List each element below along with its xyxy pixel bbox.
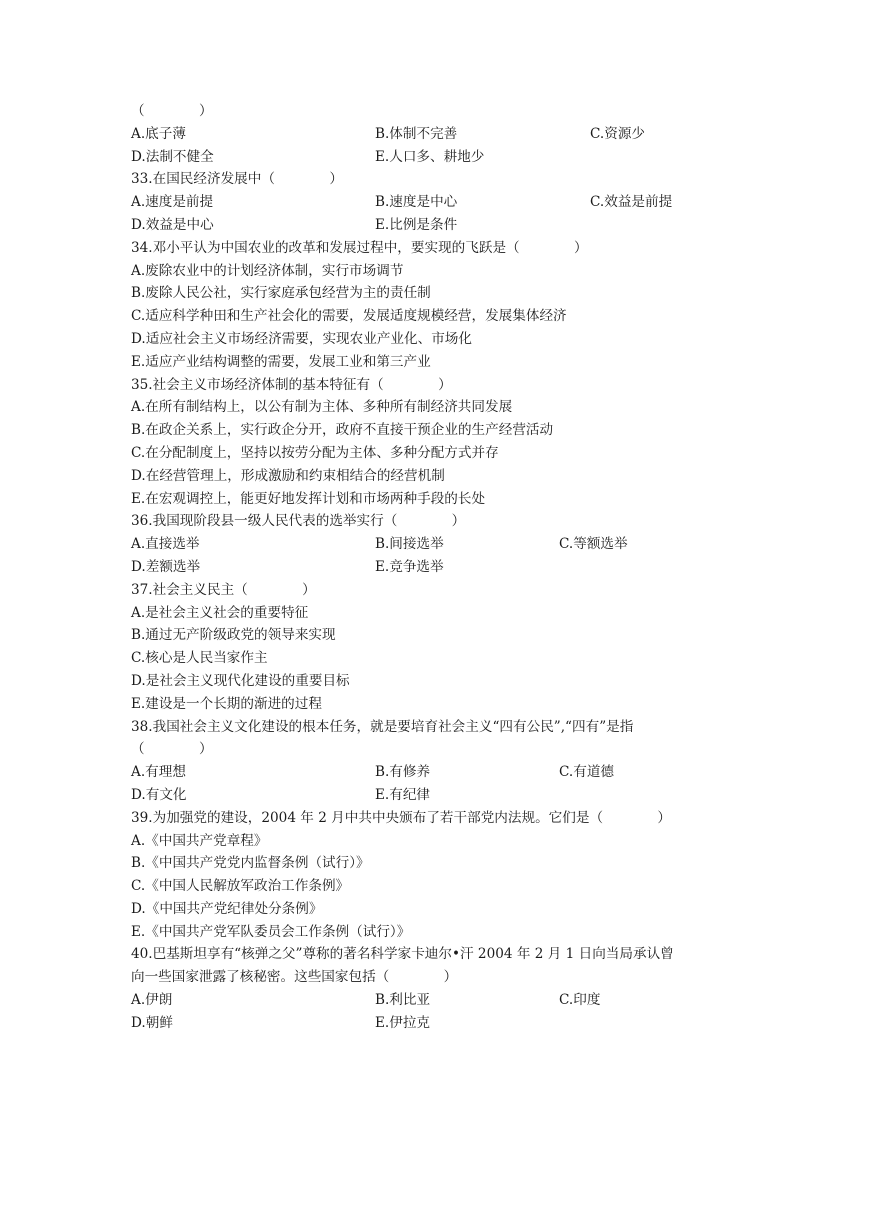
q33-stem: 33.在国民经济发展中（ ）: [131, 171, 343, 188]
q32-stem-tail: （ ）: [131, 103, 213, 119]
q35-option-b: B.在政企关系上，实行政企分开，政府不直接干预企业的生产经营活动: [131, 422, 554, 439]
q36-option-c: C.等额选举: [559, 536, 628, 553]
q32-options-row-1: [131, 123, 751, 146]
q38-options-row-2: [131, 784, 751, 807]
q33-option-c: C.效益是前提: [590, 194, 673, 211]
exam-page: [131, 100, 751, 1035]
q40-stem: 40.巴基斯坦享有“核弹之父”尊称的著名科学家卡迪尔•汗 2004 年 2 月 1 日向当局承认曾: [131, 946, 674, 963]
q36-option-b: B.间接选举: [375, 536, 444, 553]
q32-options-row-2: [131, 146, 751, 169]
q38-option-e: E.有纪律: [375, 786, 431, 803]
q35-option-c: C.在分配制度上，坚持以按劳分配为主体、多种分配方式并存: [131, 444, 499, 461]
q37-stem: 37.社会主义民主（ ）: [131, 581, 316, 598]
q36-options-row-1: [131, 533, 751, 556]
q36-stem: 36.我国现阶段县一级人民代表的选举实行（ ）: [131, 513, 466, 530]
q40-option-b: B.利比亚: [375, 992, 431, 1009]
q32-option-d: D.法制不健全: [131, 148, 214, 165]
q39-option-d: D.《中国共产党纪律处分条例》: [131, 900, 323, 917]
q35-option-e: E.在宏观调控上，能更好地发挥计划和市场两种手段的长处: [131, 490, 486, 507]
q38-stem: 38.我国社会主义文化建设的根本任务，就是要培育社会主义“四有公民”,“四有”是指: [131, 718, 634, 735]
q33-options-row-2: [131, 214, 751, 237]
q34-stem: 34.邓小平认为中国农业的改革和发展过程中，要实现的飞跃是（ ）: [131, 239, 588, 256]
q35-option-d: D.在经营管理上，形成激励和约束相结合的经营机制: [131, 467, 445, 484]
q34-option-d: D.适应社会主义市场经济需要，实现农业产业化、市场化: [131, 330, 472, 347]
q40-option-a: A.伊朗: [131, 992, 173, 1009]
q40-stem-line-2: 向一些国家泄露了核秘密。这些国家包括（ ）: [131, 969, 458, 986]
q39-option-b: B.《中国共产党党内监督条例（试行）》: [131, 855, 370, 872]
q34-option-c: C.适应科学种田和生产社会化的需要，发展适度规模经营，发展集体经济: [131, 308, 567, 325]
q40-options-row-1: [131, 989, 751, 1012]
q36-options-row-2: [131, 556, 751, 579]
q37-option-c: C.核心是人民当家作主: [131, 650, 268, 667]
q38-option-a: A.有理想: [131, 764, 186, 781]
q40-option-e: E.伊拉克: [375, 1014, 431, 1031]
q36-option-d: D.差额选举: [131, 558, 201, 575]
q40-option-d: D.朝鲜: [131, 1014, 173, 1031]
q36-option-a: A.直接选举: [131, 536, 200, 553]
q38-option-d: D.有文化: [131, 786, 187, 803]
q40-options-row-2: [131, 1012, 751, 1035]
q38-options-row-1: [131, 761, 751, 784]
q33-options-row-1: [131, 191, 751, 214]
q35-option-a: A.在所有制结构上，以公有制为主体、多种所有制经济共同发展: [131, 399, 513, 416]
q33-option-e: E.比例是条件: [375, 216, 458, 233]
q34-option-a: A.废除农业中的计划经济体制，实行市场调节: [131, 262, 404, 279]
q39-option-c: C.《中国人民解放军政治工作条例》: [131, 878, 350, 895]
q37-option-e: E.建设是一个长期的渐进的过程: [131, 695, 322, 712]
q33-option-b: B.速度是中心: [375, 194, 458, 211]
q32-option-e: E.人口多、耕地少: [375, 148, 485, 165]
q33-option-d: D.效益是中心: [131, 216, 214, 233]
q37-option-d: D.是社会主义现代化建设的重要目标: [131, 672, 350, 689]
q36-option-e: E.竞争选举: [375, 558, 444, 575]
q37-option-b: B.通过无产阶级政党的领导来实现: [131, 627, 336, 644]
q33-option-a: A.速度是前提: [131, 194, 214, 211]
q34-option-b: B.废除人民公社，实行家庭承包经营为主的责任制: [131, 285, 431, 302]
q38-option-c: C.有道德: [559, 764, 615, 781]
q32-option-b: B.体制不完善: [375, 125, 458, 142]
q35-stem: 35.社会主义市场经济体制的基本特征有（ ）: [131, 376, 452, 393]
q39-stem: 39.为加强党的建设，2004 年 2 月中共中央颁布了若干部党内法规。它们是（ ）: [131, 809, 672, 826]
q39-option-a: A.《中国共产党章程》: [131, 832, 268, 849]
q38-stem-tail: （ ）: [131, 741, 213, 758]
q38-option-b: B.有修养: [375, 764, 431, 781]
q39-option-e: E.《中国共产党军队委员会工作条例（试行）》: [131, 923, 411, 940]
q40-option-c: C.印度: [559, 992, 601, 1009]
q32-option-a: A.底子薄: [131, 125, 186, 142]
q32-option-c: C.资源少: [590, 125, 646, 142]
q37-option-a: A.是社会主义社会的重要特征: [131, 604, 309, 621]
q34-option-e: E.适应产业结构调整的需要，发展工业和第三产业: [131, 353, 431, 370]
